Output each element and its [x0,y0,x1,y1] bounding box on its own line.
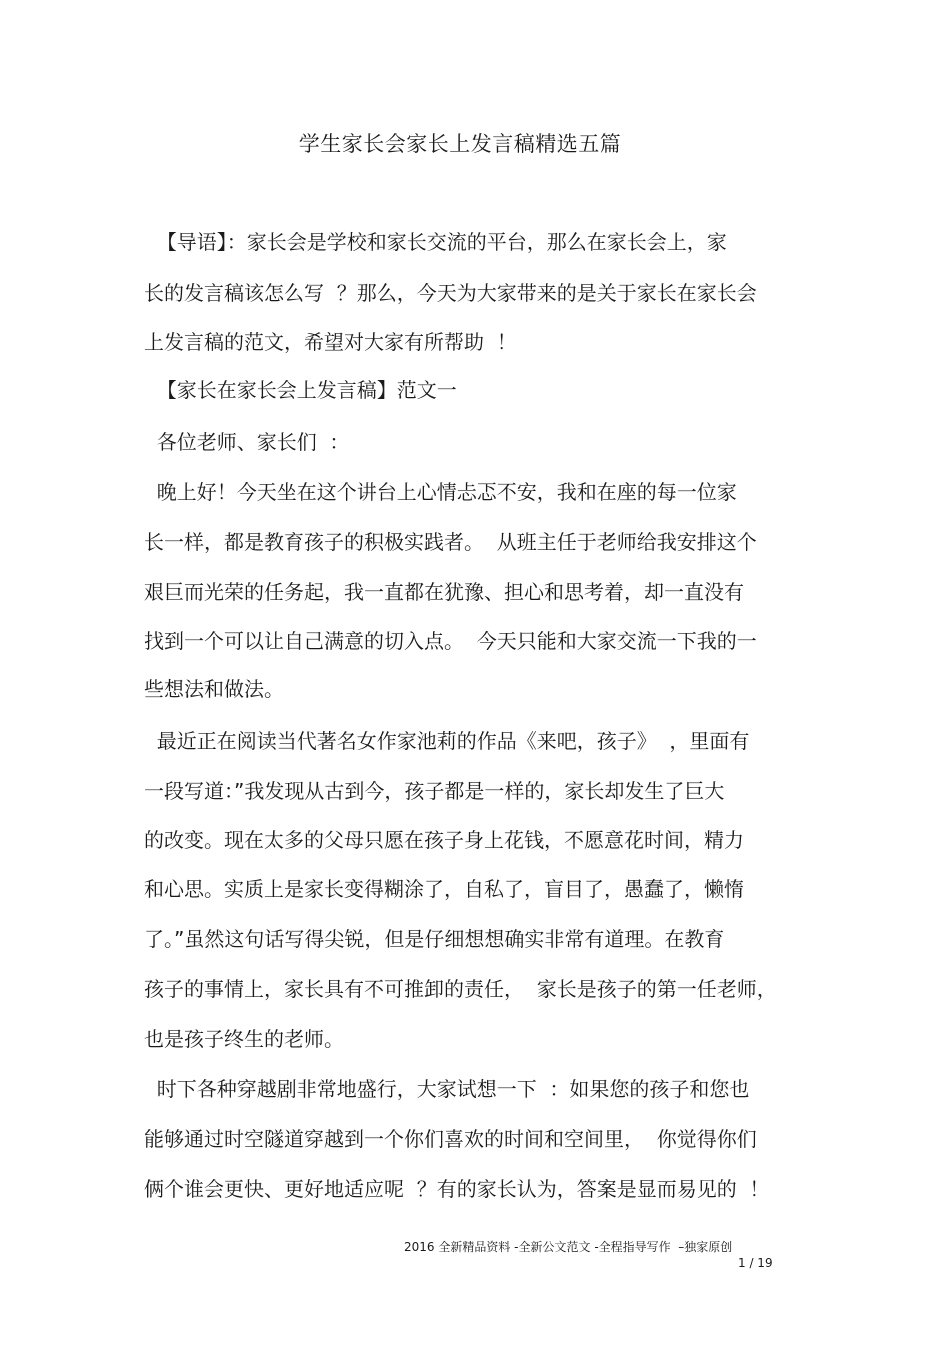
paragraph-line: 也是孩子终生的老师。 [144,1027,344,1051]
paragraph-line: 时下各种穿越剧非常地盛行，大家试想一下 ：如果您的孩子和您也 [144,1077,750,1101]
paragraph-line: 俩个谁会更快、更好地适应呢 ？有的家长认为，答案是显而易见的 ！ [144,1177,770,1201]
paragraph-line: 了。”虽然这句话写得尖锐，但是仔细想想确实非常有道理。在教育 [144,927,725,951]
paragraph-line: 一段写道：”我发现从古到今，孩子都是一样的，家长却发生了巨大 [144,779,725,803]
paragraph-line: 晚上好！今天坐在这个讲台上心情忐忑不安，我和在座的每一位家 [144,480,737,504]
paragraph-line: 最近正在阅读当代著名女作家池莉的作品《来吧，孩子》 ，里面有 [144,729,750,753]
page-number: 1 / 19 [738,1256,773,1270]
paragraph-line: 【导语】：家长会是学校和家长交流的平台，那么在家长会上，家 [144,230,727,254]
paragraph-line: 些想法和做法。 [144,677,284,701]
paragraph-line: 的改变。现在太多的父母只愿在孩子身上花钱，不愿意花时间，精力 [144,828,744,852]
paragraph-line: 找到一个可以让自己满意的切入点。 今天只能和大家交流一下我的一 [144,629,757,653]
paragraph-line: 上发言稿的范文，希望对大家有所帮助 ！ [144,330,517,354]
salutation-line: 各位老师、家长们 ： [144,430,350,454]
paragraph-line: 长的发言稿该怎么写 ？那么，今天为大家带来的是关于家长在家长会 [144,281,757,305]
paragraph-line: 艰巨而光荣的任务起，我一直都在犹豫、担心和思考着，却一直没有 [144,580,744,604]
paragraph-line: 孩子的事情上，家长具有不可推卸的责任， 家长是孩子的第一任老师， [144,977,777,1001]
paragraph-line: 能够通过时空隧道穿越到一个你们喜欢的时间和空间里， 你觉得你们 [144,1127,757,1151]
page-footer: 2016 全新精品资料 -全新公文范文 -全程指导写作 –独家原创 [404,1240,733,1254]
document-title: 学生家长会家长上发言稿精选五篇 [298,132,622,156]
paragraph-line: 和心思。实质上是家长变得糊涂了，自私了，盲目了，愚蠢了，懒惰 [144,877,744,901]
paragraph-line: 长一样，都是教育孩子的积极实践者。 从班主任于老师给我安排这个 [144,530,757,554]
section-heading: 【家长在家长会上发言稿】范文一 [144,378,457,402]
